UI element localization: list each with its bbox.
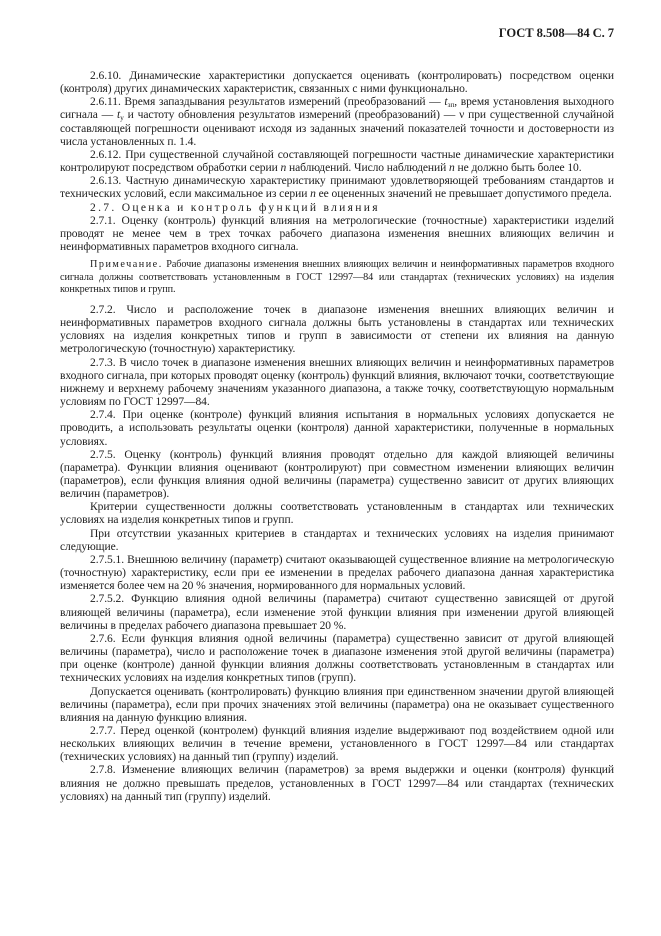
symbol-n: n bbox=[449, 162, 455, 175]
paragraph-criteria: Критерии существенности должны соответствовать установленным в стандартах или технических условиях на изделия конкретных типов и групп. bbox=[60, 501, 614, 527]
paragraph-text: 2.6.11. Время запаздывания результатов измерений (преобразований — bbox=[90, 96, 445, 109]
symbol-t: t bbox=[116, 109, 121, 122]
note-label: Примечание. bbox=[90, 259, 163, 271]
paragraph-text: и частоту обновления результатов измерений (преобразований) — ν при существенной случайной составляющей погрешности оценивают исходя из заданных значений показателей точности и достоверности из числа установленных п. 1.4. bbox=[60, 109, 614, 148]
paragraph-2-7-5-1: 2.7.5.1. Внешнюю величину (параметр) считают оказывающей существенное влияние на метрологическую (точностную) характеристику, если при ее изменении в пределах рабочего диапазона данная характеристика изменяется более чем на 20 % значения, нормированного для нормальных условий. bbox=[60, 553, 614, 593]
symbol-n: n bbox=[280, 162, 287, 175]
paragraph-2-7-6: 2.7.6. Если функция влияния одной величины (параметра) существенно зависит от другой влияющей величины (параметра), число и расположение точек в диапазоне изменения этой другой величины (параметра) при оценке (контроле) данной функции влияния должны соответствовать установленным в стандартах или технических условиях на изделия конкретных типов (групп). bbox=[60, 632, 614, 685]
paragraph-single-value: Допускается оценивать (контролировать) функцию влияния при единственном значении другой влияющей величины (параметра), если при прочих значениях этой величины (параметра) она не оказывает существенного влияния на данную функцию влияния. bbox=[60, 685, 614, 724]
paragraph-text: , время установления выходного сигнала — bbox=[60, 96, 615, 122]
page-header: ГОСТ 8.508—84 С. 7 bbox=[498, 26, 614, 40]
paragraph-2-7-3: 2.7.3. В число точек в диапазоне изменения внешних влияющих величин и неинформативных параметров входного сигнала, при которых проводят оценку (контроль) функций влияния, включают точки, соответствующие нижнему и верхнему рабочему значениям указанного диапазона, а также точку, соответствующую нормальным условиям по ГОСТ 12997—84. bbox=[60, 356, 614, 409]
paragraph-absence: При отсутствии указанных критериев в стандартах и технических условиях на изделия принимают следующие. bbox=[60, 527, 614, 553]
paragraph-text: 2.6.13. Частную динамическую характеристику принимают удовлетворяющей требованиям стандартов и технических условий, если максимальное из серии bbox=[60, 175, 614, 201]
subscript-u: у bbox=[120, 113, 124, 123]
section-heading-2-7: 2.7. Оценка и контроль функций влияния bbox=[90, 201, 380, 214]
paragraph-2-7-7: 2.7.7. Перед оценкой (контролем) функций влияния изделие выдерживают под воздействием одной или нескольких влияющих величин в течение времени, установленного в ГОСТ 12997—84 или стандартах (технических условиях) на данный тип (группу) изделий. bbox=[60, 724, 614, 764]
paragraph-text: ее оцененных значений не превышает допустимого предела. bbox=[315, 188, 612, 201]
paragraph-2-7-2: 2.7.2. Число и расположение точек в диапазоне изменения внешних влияющих величин и неинформативных параметров входного сигнала должны быть установлены в стандартах или технических условиях на изделия конкретных типов и групп в зависимости от степени их влияния на данную метрологическую (точностную) характеристику. bbox=[60, 303, 614, 356]
paragraph-2-6-12 bbox=[60, 149, 614, 175]
paragraph-2-7-8: 2.7.8. Изменение влияющих величин (параметров) за время выдержки и оценки (контроля) функций влияния не должно превышать пределов, установленных в ГОСТ 12997—84 или стандартах (технических условиях) на данный тип (группу) изделий. bbox=[60, 764, 614, 803]
paragraph-2-7-5: 2.7.5. Оценку (контроль) функций влияния проводят отдельно для каждой влияющей величины (параметра). Функции влияния оценивают (контролируют) при совместном изменении влияющих величин (параметров), если функция влияния одной величины (параметра) существенно зависит от других влияющих величин (параметров). bbox=[60, 448, 614, 501]
paragraph-text: наблюдений. Число наблюдений bbox=[286, 162, 450, 175]
paragraph-2-6-11 bbox=[60, 96, 614, 149]
paragraph-2-6-13 bbox=[60, 175, 614, 201]
symbol-n: n bbox=[310, 188, 316, 201]
paragraph-2-7-4: 2.7.4. При оценке (контроле) функций влияния испытания в нормальных условиях допускается не проводить, а использовать результаты оценки (контроля) данной характеристики, полученные в нормальных условиях. bbox=[60, 409, 614, 448]
note-text: Рабочие диапазоны изменения внешних влияющих величин и неинформативных параметров входного сигнала должны соответствовать установленным в ГОСТ 12997—84 или стандартах (технических условиях) на изделия конкретных типов и групп. bbox=[60, 259, 614, 296]
note bbox=[60, 259, 614, 297]
symbol-t: t bbox=[444, 96, 448, 109]
paragraph-text: не должно быть более 10. bbox=[454, 162, 582, 175]
paragraph-2-6-10: 2.6.10. Динамические характеристики допускается оценивать (контролировать) посредством оценки (контроля) других динамических характеристик, связанных с ними функционально. bbox=[60, 70, 614, 96]
paragraph-2-7-5-2: 2.7.5.2. Функцию влияния одной величины (параметра) считают существенно зависящей от другой влияющей величины (параметра), если изменение этой функции влияния при изменении другой влияющей величины в пределах рабочего диапазона превышает 20 %. bbox=[60, 593, 614, 632]
paragraph-2-7-1: 2.7.1. Оценку (контроль) функций влияния на метрологические (точностные) характеристики изделий проводят не менее чем в трех точках рабочего диапазона изменения внешних влияющих величин и неинформативных параметров входного сигнала. bbox=[60, 214, 614, 254]
subscript-zp: зп bbox=[447, 100, 455, 110]
paragraph-text: 2.6.12. При существенной случайной составляющей погрешности частные динамические характеристики контролируют посредством обработки серии bbox=[60, 148, 614, 175]
